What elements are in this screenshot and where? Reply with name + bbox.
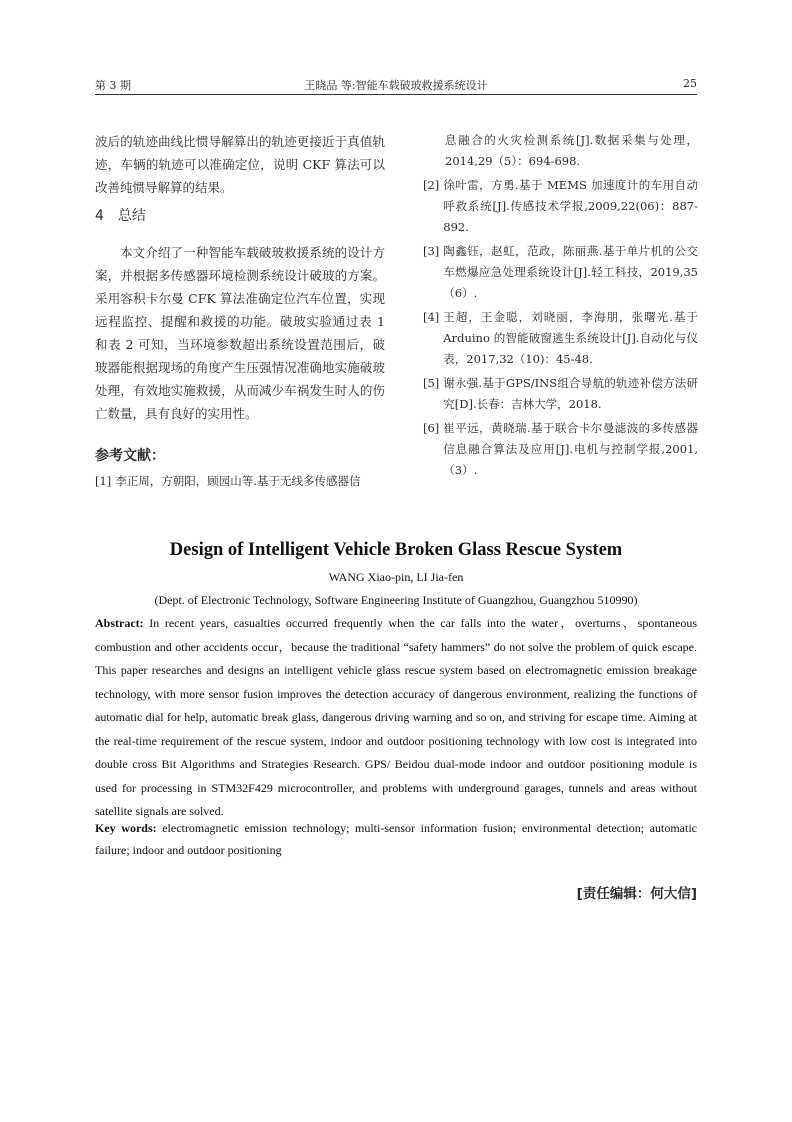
running-title: 王晓品 等:智能车载破玻救援系统设计 xyxy=(304,79,488,92)
reference-text: 息融合的火灾检测系统[J].数据采集与处理，2014,29（5）：694-698. xyxy=(445,133,698,168)
english-keywords xyxy=(95,817,697,861)
reference-number: [6] xyxy=(423,421,440,435)
left-column xyxy=(95,130,385,495)
keywords-text: electromagnetic emission technology; multi-sensor information fusion; environmental detection; automatic failure; indoor and outdoor positioning xyxy=(95,821,698,857)
reference-text: 崔平远，黄晓瑞.基于联合卡尔曼滤波的多传感器信息融合算法及应用[J].电机与控制学报,2001,（3）. xyxy=(443,421,698,477)
reference-item xyxy=(423,241,698,304)
reference-number: [1] xyxy=(95,474,112,488)
abstract-label: Abstract: xyxy=(95,616,144,630)
reference-text: 王超，王金聪，刘晓丽，李海朋，张曙光.基于 Arduino 的智能破窗逃生系统设计[J].自动化与仪表，2017,32（10)：45-48. xyxy=(443,310,698,366)
running-header xyxy=(95,74,697,95)
reference-number: [5] xyxy=(423,376,440,390)
english-affiliation: (Dept. of Electronic Technology, Software Engineering Institute of Guangzhou, Guangzhou 510990) xyxy=(154,593,638,607)
reference-item xyxy=(423,418,698,481)
continued-paragraph: 波后的轨迹曲线比惯导解算出的轨迹更接近于真值轨迹，车辆的轨迹可以准确定位，说明 CKF 算法可以改善纯惯导解算的结果。 xyxy=(95,134,385,195)
reference-continuation xyxy=(423,130,698,172)
reference-item xyxy=(95,471,385,492)
keywords-label: Key words: xyxy=(95,821,157,835)
page-number: 25 xyxy=(683,77,697,90)
reference-text: 李正周，方朝阳，顾园山等.基于无线多传感器信 xyxy=(115,474,361,488)
reference-number: [2] xyxy=(423,178,440,192)
right-column xyxy=(423,130,698,484)
conclusion-paragraph: 本文介绍了一种智能车载破玻救援系统的设计方案，并根据多传感器环境检测系统设计破玻的方案。采用容积卡尔曼 CFK 算法准确定位汽车位置，实现远程监控、提醒和救援的功能。破玻实验通过表 1 和表 2 可知，当环境参数超出系统设置范围后，破玻器能根据现场的角度产生压强情况准确地实施破玻处理，有效地实施救援，从而减少车祸发生时人的伤亡数量，具有良好的实用性。 xyxy=(95,245,385,421)
reference-number: [4] xyxy=(423,310,440,324)
reference-item xyxy=(423,307,698,370)
english-authors: WANG Xiao-pin, LI Jia-fen xyxy=(328,570,464,584)
english-abstract xyxy=(95,612,697,824)
issue-label: 第 3 期 xyxy=(95,79,131,92)
reference-number: [3] xyxy=(423,244,440,258)
reference-item xyxy=(423,175,698,238)
editor-note: [责任编辑：何大信] xyxy=(576,886,697,902)
reference-text: 谢永强.基于GPS/INS组合导航的轨迹补偿方法研究[D].长春：吉林大学，2018. xyxy=(443,376,698,411)
abstract-text: In recent years, casualties occurred frequently when the car falls into the water，overturns，spontaneous combustion and other accidents occur，because the traditional “safety hammers” do not solve the problem of quick escape. This paper researches and designs an intelligent vehicle glass rescue system based on electromagnetic emission breakage technology, with more sensor fusion improves the detection accuracy of dangerous environment, realizing the functions of automatic dial for help, automatic break glass, dangerous driving warning and so on, and striving for escape time. Aiming at the real-time requirement of the rescue system, indoor and outdoor positioning technology with low cost is integrated into double cross Bit Algorithms and Strategies Research. GPS/ Beidou dual-mode indoor and outdoor positioning module is used for processing in STM32F429 microcontroller, and problems with underground garages, tunnels and areas without satellite signals are solved. xyxy=(95,616,698,818)
english-title: Design of Intelligent Vehicle Broken Glass Rescue System xyxy=(169,540,623,560)
reference-item xyxy=(423,373,698,415)
reference-text: 陶鑫钰，赵虹，范政，陈丽燕.基于单片机的公交车燃爆应急处理系统设计[J].轻工科技，2019,35（6）. xyxy=(443,244,698,300)
references-title: 参考文献： xyxy=(95,448,165,464)
reference-text: 徐叶雷，方勇.基于 MEMS 加速度计的车用自动呼救系统[J].传感技术学报,2009,22(06)：887-892. xyxy=(443,178,698,234)
section-heading: 4 总结 xyxy=(95,208,146,224)
